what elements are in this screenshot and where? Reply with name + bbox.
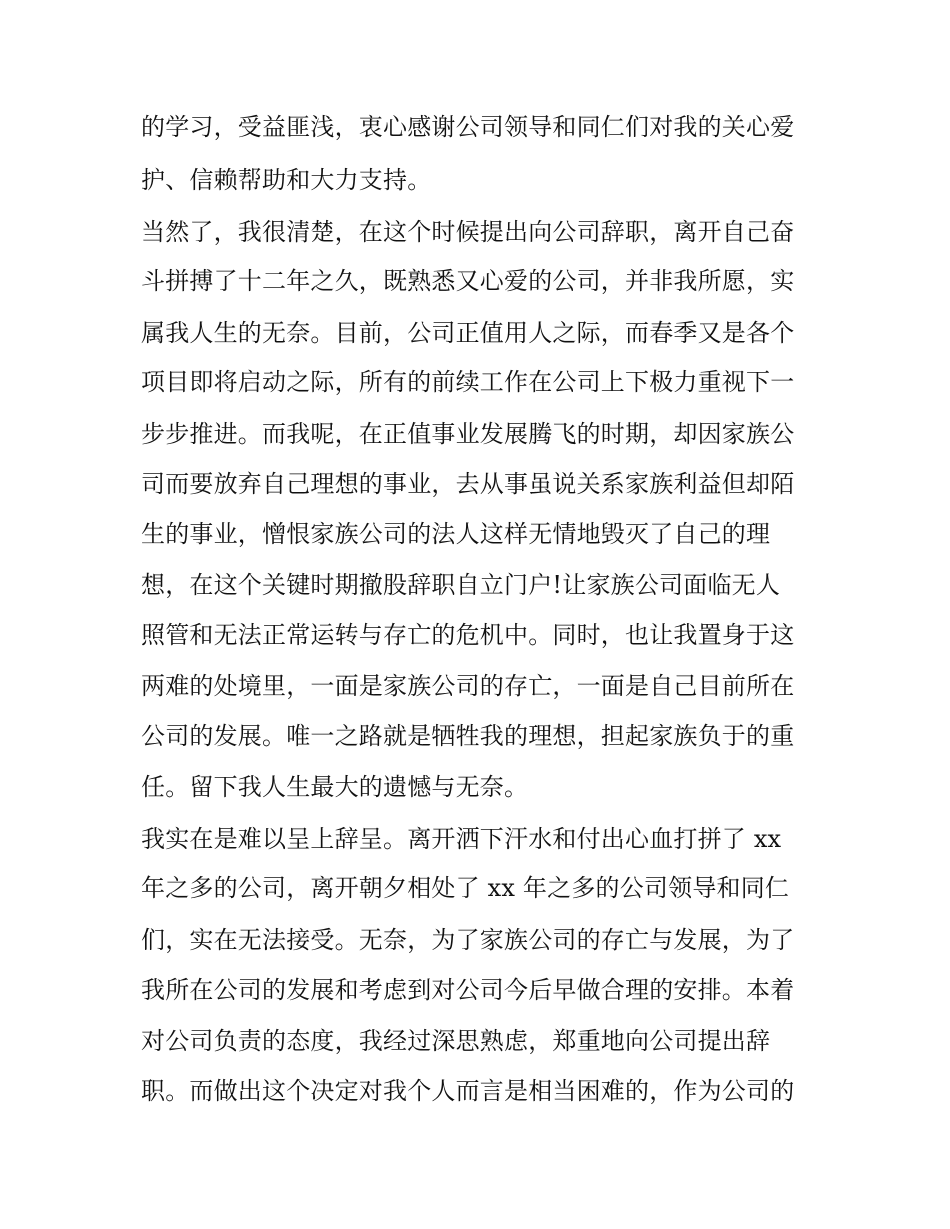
text-line: 照管和无法正常运转与存亡的危机中。同时，也让我置身于这 bbox=[141, 621, 795, 649]
text-line: 我实在是难以呈上辞呈。离开洒下汗水和付出心血打拼了 xx bbox=[141, 825, 782, 853]
text-line: 公司的发展。唯一之路就是牺牲我的理想，担起家族负于的重 bbox=[141, 722, 795, 750]
text-line: 年之多的公司，离开朝夕相处了 xx 年之多的公司领导和同仁 bbox=[141, 874, 790, 902]
text-line: 护、信赖帮助和大力支持。 bbox=[141, 166, 432, 194]
text-line: 想，在这个关键时期撤股辞职自立门户!让家族公司面临无人 bbox=[141, 571, 781, 599]
text-line: 步步推进。而我呢，在正值事业发展腾飞的时期，却因家族公 bbox=[141, 420, 795, 448]
text-line: 项目即将启动之际，所有的前续工作在公司上下极力重视下一 bbox=[141, 368, 795, 396]
text-line: 属我人生的无奈。目前，公司正值用人之际，而春季又是各个 bbox=[141, 319, 795, 347]
text-line: 任。留下我人生最大的遗憾与无奈。 bbox=[141, 773, 529, 801]
text-line: 的学习，受益匪浅，衷心感谢公司领导和同仁们对我的关心爱 bbox=[141, 113, 795, 141]
text-line: 司而要放弃自己理想的事业，去从事虽说关系家族利益但却陌 bbox=[141, 470, 795, 498]
text-line: 生的事业，憎恨家族公司的法人这样无情地毁灭了自己的理 bbox=[141, 520, 771, 548]
text-line: 们，实在无法接受。无奈，为了家族公司的存亡与发展，为了 bbox=[141, 926, 795, 954]
text-line: 职。而做出这个决定对我个人而言是相当困难的，作为公司的 bbox=[141, 1077, 795, 1105]
text-line: 我所在公司的发展和考虑到对公司今后早做合理的安排。本着 bbox=[141, 976, 795, 1004]
text-line: 两难的处境里，一面是家族公司的存亡，一面是自己目前所在 bbox=[141, 672, 795, 700]
text-line: 对公司负责的态度，我经过深思熟虑，郑重地向公司提出辞 bbox=[141, 1027, 771, 1055]
text-line: 当然了，我很清楚，在这个时候提出向公司辞职，离开自己奋 bbox=[141, 218, 795, 246]
text-line: 斗拼搏了十二年之久，既熟悉又心爱的公司，并非我所愿，实 bbox=[141, 267, 795, 295]
